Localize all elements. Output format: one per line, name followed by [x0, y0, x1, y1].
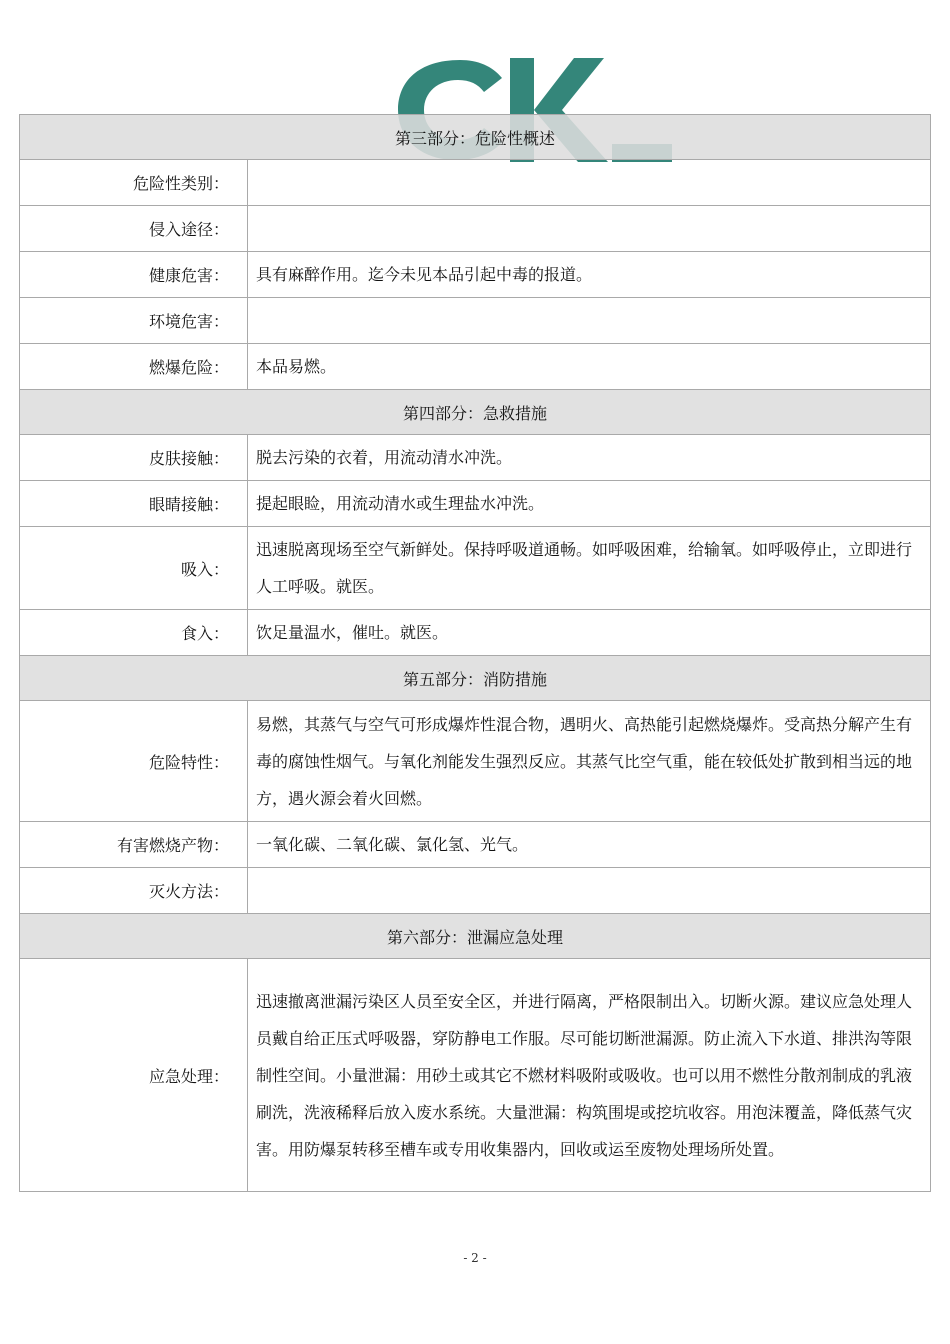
section-header-6 — [20, 914, 931, 959]
field-label: 侵入途径： — [20, 206, 248, 252]
field-value: 一氧化碳、二氧化碳、氯化氢、光气。 — [248, 822, 931, 868]
field-value — [248, 160, 931, 206]
section-header-5 — [20, 656, 931, 701]
field-label: 皮肤接触： — [20, 435, 248, 481]
section-title: 第四部分：急救措施 — [20, 390, 931, 435]
field-label: 灭火方法： — [20, 868, 248, 914]
field-label: 健康危害： — [20, 252, 248, 298]
field-value: 饮足量温水，催吐。就医。 — [248, 610, 931, 656]
table-row — [20, 298, 931, 344]
field-label: 吸入： — [20, 527, 248, 610]
table-row — [20, 822, 931, 868]
field-label: 燃爆危险： — [20, 344, 248, 390]
field-value: 易燃，其蒸气与空气可形成爆炸性混合物，遇明火、高热能引起燃烧爆炸。受高热分解产生有毒的腐蚀性烟气。与氧化剂能发生强烈反应。其蒸气比空气重，能在较低处扩散到相当远的地方，遇火源会着火回燃。 — [248, 701, 931, 822]
field-label: 环境危害： — [20, 298, 248, 344]
field-label: 危险特性： — [20, 701, 248, 822]
field-value — [248, 298, 931, 344]
field-value: 本品易燃。 — [248, 344, 931, 390]
msds-table — [19, 114, 931, 1192]
field-label: 危险性类别： — [20, 160, 248, 206]
table-row — [20, 527, 931, 610]
table-row — [20, 959, 931, 1192]
field-label: 应急处理： — [20, 959, 248, 1192]
table-row — [20, 252, 931, 298]
field-label: 食入： — [20, 610, 248, 656]
section-title: 第五部分：消防措施 — [20, 656, 931, 701]
page-number: - 2 - — [463, 1251, 487, 1265]
field-label: 有害燃烧产物： — [20, 822, 248, 868]
table-row — [20, 868, 931, 914]
field-value: 脱去污染的衣着，用流动清水冲洗。 — [248, 435, 931, 481]
field-value: 提起眼睑，用流动清水或生理盐水冲洗。 — [248, 481, 931, 527]
table-row — [20, 610, 931, 656]
table-row — [20, 435, 931, 481]
field-value — [248, 206, 931, 252]
table-row — [20, 701, 931, 822]
table-row — [20, 160, 931, 206]
field-value: 迅速撤离泄漏污染区人员至安全区，并进行隔离，严格限制出入。切断火源。建议应急处理人员戴自给正压式呼吸器，穿防静电工作服。尽可能切断泄漏源。防止流入下水道、排洪沟等限制性空间。小量泄漏：用砂土或其它不燃材料吸附或吸收。也可以用不燃性分散剂制成的乳液刷洗，洗液稀释后放入废水系统。大量泄漏：构筑围堤或挖坑收容。用泡沫覆盖，降低蒸气灾害。用防爆泵转移至槽车或专用收集器内，回收或运至废物处理场所处置。 — [248, 959, 931, 1192]
field-value: 迅速脱离现场至空气新鲜处。保持呼吸道通畅。如呼吸困难，给输氧。如呼吸停止，立即进行人工呼吸。就医。 — [248, 527, 931, 610]
section-header-3 — [20, 115, 931, 160]
section-header-4 — [20, 390, 931, 435]
field-value — [248, 868, 931, 914]
section-title: 第三部分：危险性概述 — [20, 115, 931, 160]
field-label: 眼睛接触： — [20, 481, 248, 527]
table-row — [20, 481, 931, 527]
section-title: 第六部分：泄漏应急处理 — [20, 914, 931, 959]
table-row — [20, 344, 931, 390]
field-value: 具有麻醉作用。迄今未见本品引起中毒的报道。 — [248, 252, 931, 298]
table-row — [20, 206, 931, 252]
